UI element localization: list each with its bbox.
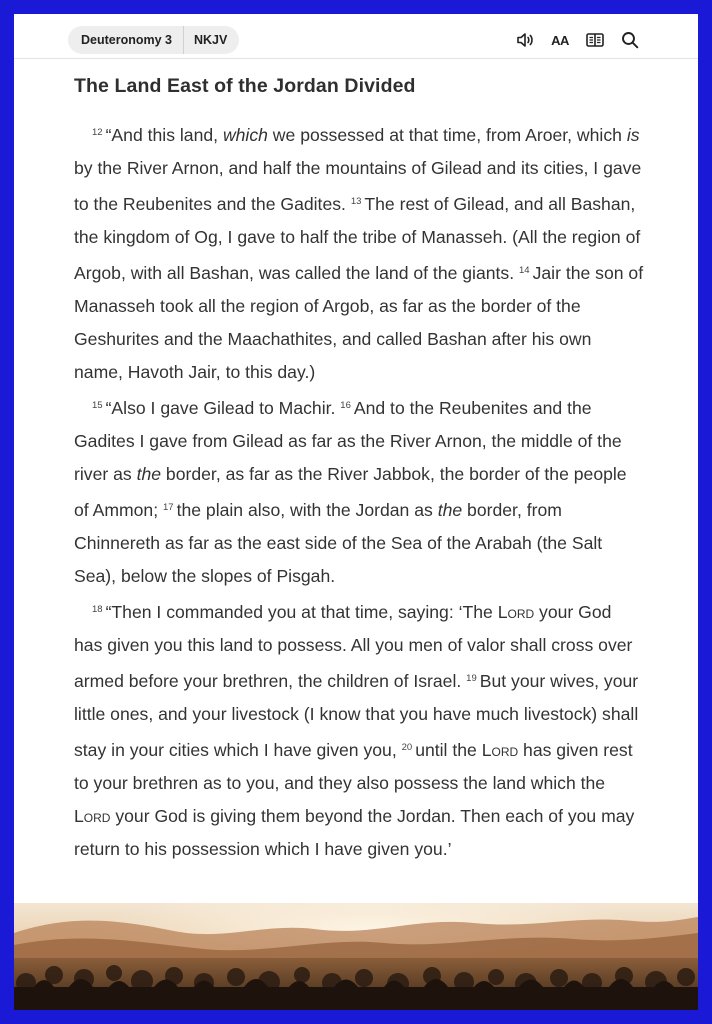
verse-number[interactable]: 18 (92, 604, 103, 615)
verse-number[interactable]: 19 (466, 673, 477, 684)
lord-small-caps: Lord (481, 740, 519, 760)
verse-text[interactable]: border, as far as the River Jabbok, the border of the people of Ammon; (74, 464, 627, 520)
italic-word: the (437, 500, 463, 520)
version-button[interactable]: NKJV (194, 33, 228, 47)
verse-text[interactable]: “Also I gave Gilead to Machir. (105, 398, 341, 418)
speaker-icon[interactable] (515, 30, 535, 50)
verse-text[interactable]: But your wives, your little ones, and your livestock (I know that you have much livestock) shall stay in your cities which I have given you, (74, 671, 639, 760)
text-size-label: AA (551, 32, 569, 48)
verse-number[interactable]: 16 (340, 400, 351, 411)
section-heading: The Land East of the Jordan Divided (74, 75, 416, 97)
search-icon[interactable] (620, 30, 640, 50)
verse-text[interactable]: has given rest to your brethren as to you, and they also possess the land which the (74, 740, 633, 793)
italic-word: which (222, 125, 268, 145)
lord-small-caps: Lord (497, 602, 535, 622)
verse-number[interactable]: 12 (92, 127, 103, 138)
verse-text[interactable]: “And this land, (105, 125, 223, 145)
reader-toolbar (14, 14, 698, 59)
reference-selector (68, 26, 239, 54)
book-chapter-button[interactable]: Deuteronomy 3 (68, 26, 184, 54)
verse-text[interactable]: border, from Chinnereth as far as the east side of the Sea of the Arabah (the Salt Sea), below the slopes of Pisgah. (74, 500, 603, 586)
paragraph-2 (74, 389, 644, 593)
verse-text[interactable]: your God is giving them beyond the Jordan. Then each of you may return to his possession which I have given you.’ (74, 806, 635, 859)
italic-word: the (136, 464, 162, 484)
verse-number[interactable]: 13 (350, 196, 362, 207)
paragraph-3 (74, 593, 644, 866)
verse-number[interactable]: 15 (92, 400, 103, 411)
verse-text[interactable]: “Then I commanded you at that time, saying: ‘The (105, 602, 498, 622)
verse-text[interactable]: Jair the son of Manasseh took all the region of Argob, as far as the border of the Geshurites and the Maachathites, and called Bashan after his own name, Havoth Jair, to this day.) (74, 263, 644, 382)
desert-crowd-illustration (14, 903, 698, 1010)
chapter-content (74, 72, 644, 866)
reader-window (14, 14, 698, 1010)
verse-text[interactable]: the plain also, with the Jordan as (176, 500, 438, 520)
text-size-icon[interactable] (550, 30, 570, 50)
verse-text[interactable]: until the (415, 740, 482, 760)
verse-text[interactable]: And to the Reubenites and the Gadites I gave from Gilead as far as the River Arnon, the middle of the river as (74, 398, 622, 484)
verse-number[interactable]: 20 (401, 742, 413, 753)
verse-text[interactable]: The rest of Gilead, and all Bashan, the kingdom of Og, I gave to half the tribe of Manasseh. (All the region of Argob, with all Bashan, was called the land of the giants. (74, 194, 641, 283)
verse-text[interactable]: your God has given you this land to possess. All you men of valor shall cross over armed before your brethren, the children of Israel. (74, 602, 633, 691)
verse-number[interactable]: 14 (519, 265, 530, 276)
verse-text[interactable]: by the River Arnon, and half the mountains of Gilead and its cities, I gave to the Reubenites and the Gadites. (74, 158, 642, 214)
toolbar-actions (515, 30, 640, 50)
verse-number[interactable]: 17 (162, 502, 174, 513)
italic-word: is (626, 125, 640, 145)
lord-small-caps: Lord (74, 806, 111, 826)
verse-text[interactable]: we possessed at that time, from Aroer, which (267, 125, 627, 145)
paragraph-1 (74, 116, 644, 389)
parallel-icon[interactable] (585, 30, 605, 50)
